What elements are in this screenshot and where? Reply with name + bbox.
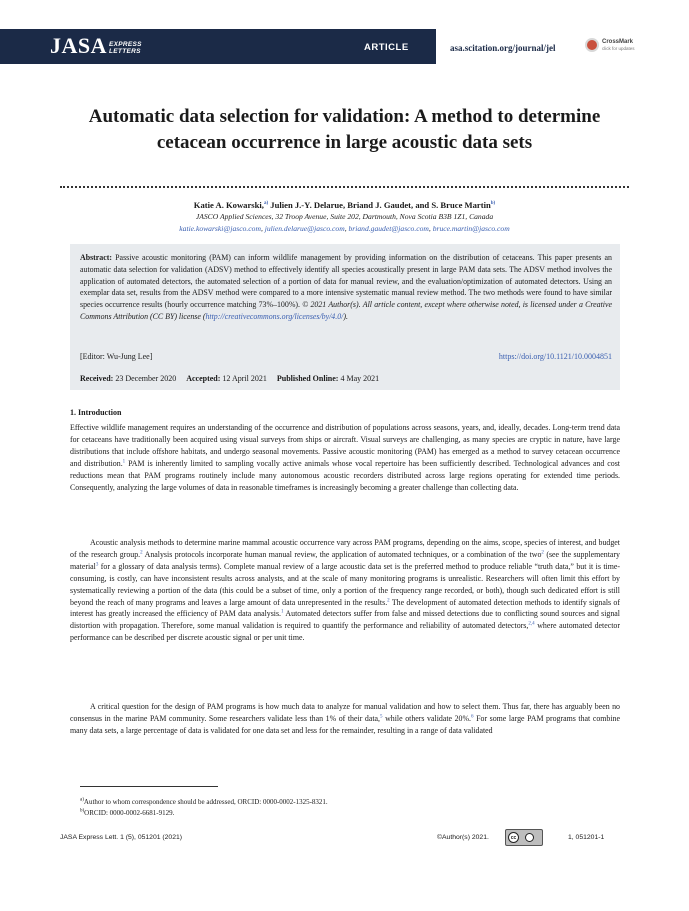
author-emails: katie.kowarski@jasco.com, julien.delarue@jasco.com, briand.gaudet@jasco.com, bruce.martin@jasco.com [179, 224, 510, 233]
journal-logo[interactable] [50, 33, 142, 59]
abstract-text: Abstract: Passive acoustic monitoring (PAM) can inform wildlife management by providing information on the distribution of cetaceans. This paper presents an automatic data selection for validation (ADSV) method to effectively identify all species acoustically present in large PAM data sets. The ADSV method involves the application of automated detectors, the automated selection of a portion of data for manual review, and the evaluation/optimization of automated detectors. Using an exemplar data set, results from the ADSV method were compared to a more intensive systematic manual review method. The two methods were found to have similar species occurrence results (hourly occurrence matching 73%–100%). © 2021 Author(s). All article content, except where otherwise noted, is licensed under a Creative Commons Attribution (CC BY) license (http://creativecommons.org/licenses/by/4.0/). [80, 253, 613, 321]
paper-title: Automatic data selection for validation: A method to determine cetacean occurrence in large acoustic data sets [88, 106, 601, 153]
citation-ref[interactable]: 1 [122, 459, 126, 465]
header-divider [434, 31, 436, 63]
footer-citation: JASA Express Lett. 1 (5), 051201 (2021) [60, 834, 183, 841]
abstract-label: Abstract: [80, 253, 112, 262]
citation-ref[interactable]: 2 [541, 550, 544, 556]
footer-page-number: 1, 051201-1 [568, 834, 605, 841]
citation-ref[interactable]: 3 [95, 562, 99, 568]
citation-ref[interactable]: 2 [140, 550, 143, 556]
logo-sub-text: EXPRESS LETTERS [109, 41, 142, 55]
body-paragraph: A critical question for the design of PAM programs is how much data to analyze for manual validation and how to select them. Thus far, there has arguably been no consensus in the marine PAM community. Some researchers validate less than 1% of their data,$^5$ while others validate 20%.$^6$ For some large PAM programs that combine many data sets, a large percentage of data is validated for one data set and less for the remainder, resulting in a range of data validated [70, 702, 620, 735]
doi-link[interactable]: https://doi.org/10.1121/10.0004851 [498, 352, 612, 361]
crossmark-sub: click for updates [602, 46, 635, 51]
copyright-note: © 2021 Author(s). [302, 300, 361, 310]
citation-ref[interactable]: 2,4 [528, 621, 535, 627]
editor-note: [Editor: Wu-Jung Lee] [80, 352, 153, 361]
by-attribution-icon [525, 833, 534, 842]
footnote-b: $^{b)}$ORCID: 0000-0002-6681-9129. [80, 808, 175, 817]
cc-license-badge[interactable] [505, 829, 543, 846]
logo-main-text: JASA [50, 33, 108, 58]
license-note: All article content, except where otherwise noted, is licensed under a Creative Commons Attribution (CC BY) license (http://creativecommons.org/licenses/by/4.0/). [80, 300, 613, 321]
publication-dates: Received: 23 December 2020 Accepted: 12 April 2021 Published Online: 4 May 2021 [80, 374, 380, 383]
email-link[interactable]: julien.delarue@jasco.com [264, 224, 345, 233]
title-divider [60, 186, 629, 188]
author-footnote-a[interactable]: a) [263, 201, 269, 207]
crossmark-label: CrossMark [602, 39, 634, 45]
crossmark-button[interactable] [585, 38, 635, 52]
citation-ref[interactable]: 6 [471, 714, 474, 720]
footnote-a: $^{a)}$Author to whom correspondence should be addressed, ORCID: 0000-0002-1325-8321. [80, 797, 328, 806]
footnote-divider [80, 786, 218, 787]
footer-copyright: ©Author(s) 2021. [437, 834, 489, 841]
body-paragraph: Acoustic analysis methods to determine marine mammal acoustic occurrence vary across PAM programs, depending on the aims, scope, species of interest, and budget of the research group.$^2$ Analysis protocols incorporate human manual review, the application of automated techniques, or a combination of the two$^2$ (see the supplementary material$^3$ for a glossary of data analysis terms). Complete manual review of a large acoustic data set is the preferred method to produce reliable “truth data,” but it is time-consuming, is costly, can have inconsistent results across analysts, and at the scale of many monitoring programs is unrealistic. Researchers will often limit this effort by systematically reviewing a portion of the data (this could be a subset of time, only a portion of the frequency range recorded, or both), though such dedicated effort is still beyond the reach of many programs and leaves a large amount of data unrepresented in the results.$^2$ The development of automated detection methods to identify signals of interest has greatly increased the efficiency of PAM data analysis.$^1$ Automated detectors suffer from false and missed detections due to conflicting sound sources and signal distortion with propagation. Therefore, some manual validation is required to quantify the performance and reliability of automated detectors,$^{2,4}$ where automated detector performance can be described per discrete acoustic signal or per unit time. [70, 538, 620, 643]
section-heading: 1. Introduction [70, 408, 122, 417]
citation-ref[interactable]: 2 [387, 597, 390, 603]
affiliation: JASCO Applied Sciences, 32 Troop Avenue, Suite 202, Dartmouth, Nova Scotia B3B 1Z1, Canada [195, 212, 494, 221]
email-link[interactable]: katie.kowarski@jasco.com [179, 224, 261, 233]
journal-url-link[interactable]: asa.scitation.org/journal/jel [450, 43, 556, 53]
license-link[interactable]: http://creativecommons.org/licenses/by/4.0/ [205, 311, 344, 321]
author-footnote-b[interactable]: b) [490, 201, 496, 207]
article-type-label: ARTICLE [364, 42, 409, 53]
crossmark-icon [585, 38, 599, 52]
email-link[interactable]: bruce.martin@jasco.com [432, 224, 510, 233]
body-paragraph: Effective wildlife management requires an understanding of the occurrence and distribution of populations across seasons, years, and, ideally, decades. Long-term trend data for cetaceans have traditionally been acquired using visual surveys from ships or aircraft. Visual surveys are challenging, as many species are cryptic in nature, have large distributions that include offshore habitats, and undergo seasonal movements. Passive acoustic monitoring (PAM) has emerged as a method to survey cetacean occurrence and distribution.$^1$ PAM is inherently limited to sampling vocally active animals whose vocal repertoire has been sufficiently described. Technological advances and cost reductions mean that PAM programs routinely include many autonomous acoustic recorders distributed across large regions operating for extended time periods. Consequently, analyzing the large volumes of data in reasonable timeframes is increasingly becoming a greater challenge than collecting data. [70, 423, 620, 492]
citation-ref[interactable]: 5 [380, 714, 383, 720]
citation-ref[interactable]: 1 [281, 609, 284, 615]
email-link[interactable]: briand.gaudet@jasco.com [348, 224, 429, 233]
cc-icon: cc [508, 832, 519, 843]
author-list: Katie A. Kowarski,$^{a)}$ Julien J.-Y. Delarue, Briand J. Gaudet, and S. Bruce Martin$^{b)}$ [193, 200, 496, 210]
